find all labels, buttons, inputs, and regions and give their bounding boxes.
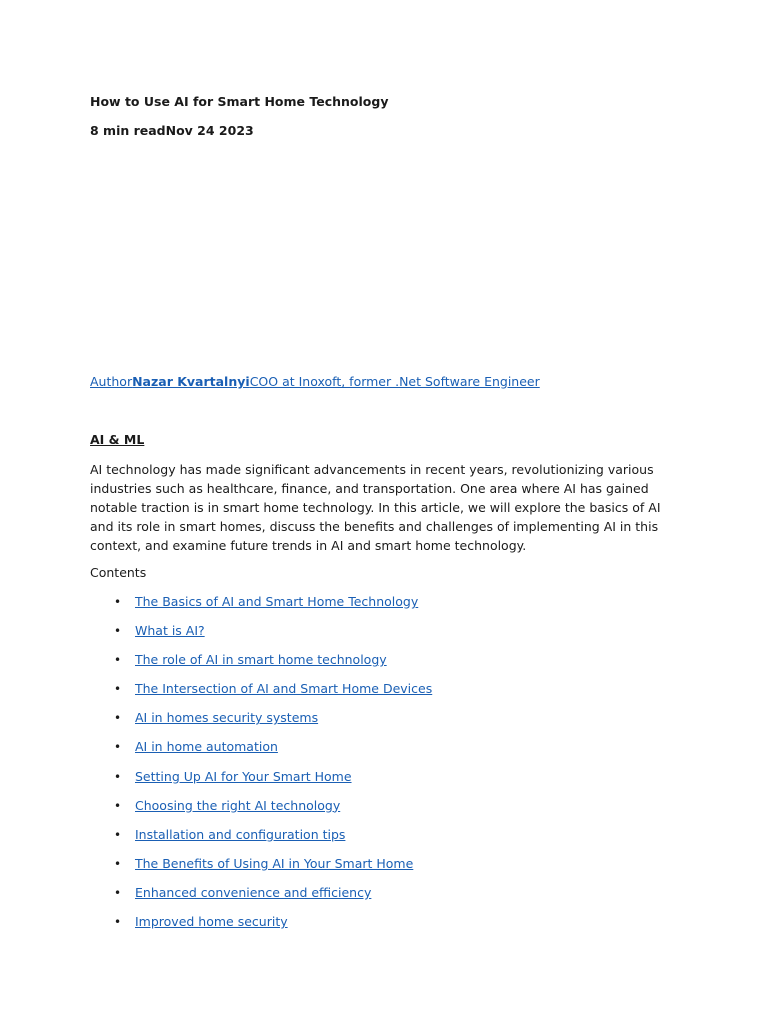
article-meta: 8 min readNov 24 2023: [90, 123, 254, 138]
author-role: COO at Inoxoft, former .Net Software Engineer: [249, 374, 540, 389]
contents-label: Contents: [90, 565, 147, 580]
section-heading: AI & ML: [90, 432, 145, 447]
bullet-icon: •: [114, 682, 122, 697]
bullet-icon: •: [114, 595, 122, 609]
article-title: How to Use AI for Smart Home Technology: [90, 94, 389, 109]
bullet-icon: •: [114, 827, 122, 842]
bullet-icon: •: [114, 769, 122, 784]
bullet-icon: •: [114, 624, 122, 639]
bullet-icon: •: [114, 856, 122, 871]
toc-link[interactable]: The Benefits of Using AI in Your Smart Home: [135, 855, 414, 871]
author-name: Nazar Kvartalnyi: [132, 374, 250, 389]
author-link[interactable]: [90, 374, 540, 389]
toc-link[interactable]: Installation and configuration tips: [135, 826, 346, 842]
bullet-icon: •: [114, 798, 122, 813]
toc-link[interactable]: The Intersection of AI and Smart Home Devices: [135, 681, 433, 697]
bullet-icon: •: [114, 711, 122, 726]
toc-link[interactable]: Enhanced convenience and efficiency: [135, 884, 372, 900]
toc-link[interactable]: Improved home security: [135, 914, 288, 930]
toc-link[interactable]: AI in home automation: [135, 739, 278, 755]
bullet-icon: •: [114, 653, 122, 668]
toc-link[interactable]: What is AI?: [135, 623, 205, 639]
toc-link[interactable]: Setting Up AI for Your Smart Home: [135, 768, 352, 784]
bullet-icon: •: [114, 885, 122, 900]
author-line: [90, 374, 540, 389]
toc-link[interactable]: The role of AI in smart home technology: [135, 652, 387, 668]
bullet-icon: •: [114, 740, 122, 755]
intro-paragraph: AI technology has made significant advancements in recent years, revolutionizing various industries such as healthcare, finance, and transportation. One area where AI has gained notable traction is in smart home technology. In this article, we will explore the basics of AI and its role in smart homes, discuss the benefits and challenges of implementing AI in this context, and examine future trends in AI and smart home technology.: [90, 462, 661, 553]
author-prefix: Author: [90, 374, 133, 389]
toc-link[interactable]: AI in homes security systems: [135, 710, 319, 726]
toc-link[interactable]: The Basics of AI and Smart Home Technology: [135, 594, 419, 609]
bullet-icon: •: [114, 915, 122, 930]
toc-link[interactable]: Choosing the right AI technology: [135, 797, 341, 813]
